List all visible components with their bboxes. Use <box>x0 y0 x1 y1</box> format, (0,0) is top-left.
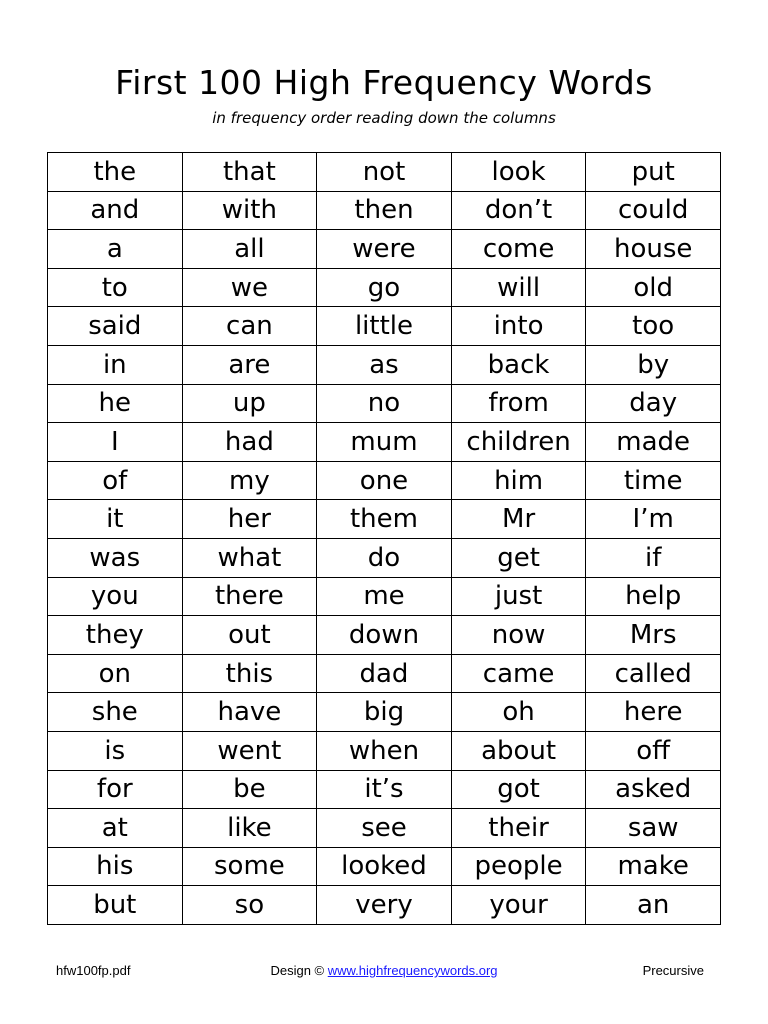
word-cell: children <box>451 423 586 462</box>
word-cell: when <box>317 731 452 770</box>
word-cell: an <box>586 886 721 925</box>
word-cell: do <box>317 538 452 577</box>
word-cell: his <box>48 847 183 886</box>
table-row <box>48 153 721 192</box>
word-cell: big <box>317 693 452 732</box>
word-cell: like <box>182 809 317 848</box>
word-cell: come <box>451 230 586 269</box>
word-cell: little <box>317 307 452 346</box>
footer-design-prefix: Design © <box>270 963 328 978</box>
word-cell: and <box>48 191 183 230</box>
table-row <box>48 423 721 462</box>
word-cell: it’s <box>317 770 452 809</box>
word-cell: very <box>317 886 452 925</box>
word-table-body <box>48 153 721 925</box>
word-cell: all <box>182 230 317 269</box>
table-row <box>48 847 721 886</box>
word-cell: look <box>451 153 586 192</box>
table-row <box>48 616 721 655</box>
word-cell: will <box>451 268 586 307</box>
word-cell: asked <box>586 770 721 809</box>
word-cell: he <box>48 384 183 423</box>
word-cell: just <box>451 577 586 616</box>
word-cell: back <box>451 345 586 384</box>
word-cell: they <box>48 616 183 655</box>
word-cell: saw <box>586 809 721 848</box>
word-cell: had <box>182 423 317 462</box>
word-cell: old <box>586 268 721 307</box>
word-cell: some <box>182 847 317 886</box>
word-cell: go <box>317 268 452 307</box>
table-row <box>48 731 721 770</box>
table-row <box>48 770 721 809</box>
word-cell: but <box>48 886 183 925</box>
word-cell: then <box>317 191 452 230</box>
word-cell: don’t <box>451 191 586 230</box>
word-cell: from <box>451 384 586 423</box>
word-cell: not <box>317 153 452 192</box>
word-cell: made <box>586 423 721 462</box>
word-cell: she <box>48 693 183 732</box>
word-cell: make <box>586 847 721 886</box>
word-cell: time <box>586 461 721 500</box>
table-row <box>48 577 721 616</box>
word-cell: dad <box>317 654 452 693</box>
word-cell: is <box>48 731 183 770</box>
word-cell: if <box>586 538 721 577</box>
word-cell: this <box>182 654 317 693</box>
word-cell: for <box>48 770 183 809</box>
word-cell: too <box>586 307 721 346</box>
word-cell: to <box>48 268 183 307</box>
word-cell: went <box>182 731 317 770</box>
table-row <box>48 461 721 500</box>
footer-website-link[interactable]: www.highfrequencywords.org <box>327 963 498 978</box>
table-row <box>48 654 721 693</box>
word-cell: oh <box>451 693 586 732</box>
word-cell: at <box>48 809 183 848</box>
word-cell: house <box>586 230 721 269</box>
footer-filename: hfw100fp.pdf <box>56 963 131 978</box>
table-row <box>48 191 721 230</box>
word-cell: I’m <box>586 500 721 539</box>
table-row <box>48 268 721 307</box>
table-row <box>48 886 721 925</box>
word-cell: a <box>48 230 183 269</box>
word-cell: can <box>182 307 317 346</box>
table-row <box>48 693 721 732</box>
word-cell: out <box>182 616 317 655</box>
word-cell: into <box>451 307 586 346</box>
word-cell: down <box>317 616 452 655</box>
word-cell: your <box>451 886 586 925</box>
word-cell: could <box>586 191 721 230</box>
table-row <box>48 538 721 577</box>
word-cell: that <box>182 153 317 192</box>
word-cell: put <box>586 153 721 192</box>
word-cell: are <box>182 345 317 384</box>
table-row <box>48 307 721 346</box>
word-cell: be <box>182 770 317 809</box>
word-cell: me <box>317 577 452 616</box>
word-cell: help <box>586 577 721 616</box>
word-cell: him <box>451 461 586 500</box>
word-cell: their <box>451 809 586 848</box>
word-table <box>47 152 721 925</box>
word-cell: came <box>451 654 586 693</box>
word-cell: we <box>182 268 317 307</box>
word-cell: Mr <box>451 500 586 539</box>
word-cell: Mrs <box>586 616 721 655</box>
word-cell: people <box>451 847 586 886</box>
word-cell: you <box>48 577 183 616</box>
table-row <box>48 230 721 269</box>
word-cell: by <box>586 345 721 384</box>
word-cell: of <box>48 461 183 500</box>
word-cell: off <box>586 731 721 770</box>
word-cell: were <box>317 230 452 269</box>
word-cell: with <box>182 191 317 230</box>
page-title: First 100 High Frequency Words <box>115 63 653 102</box>
word-cell: one <box>317 461 452 500</box>
footer-font-name: Precursive <box>642 963 704 978</box>
page-subtitle: in frequency order reading down the columns <box>212 109 556 127</box>
word-cell: my <box>182 461 317 500</box>
word-cell: no <box>317 384 452 423</box>
table-row <box>48 384 721 423</box>
table-row <box>48 345 721 384</box>
word-cell: as <box>317 345 452 384</box>
word-cell: what <box>182 538 317 577</box>
word-cell: see <box>317 809 452 848</box>
table-row <box>48 809 721 848</box>
word-cell: in <box>48 345 183 384</box>
word-cell: got <box>451 770 586 809</box>
word-cell: there <box>182 577 317 616</box>
word-cell: on <box>48 654 183 693</box>
word-cell: was <box>48 538 183 577</box>
word-cell: called <box>586 654 721 693</box>
word-cell: have <box>182 693 317 732</box>
word-cell: day <box>586 384 721 423</box>
word-cell: I <box>48 423 183 462</box>
word-cell: here <box>586 693 721 732</box>
word-cell: get <box>451 538 586 577</box>
word-cell: about <box>451 731 586 770</box>
word-cell: mum <box>317 423 452 462</box>
word-cell: the <box>48 153 183 192</box>
word-cell: so <box>182 886 317 925</box>
word-cell: said <box>48 307 183 346</box>
word-cell: it <box>48 500 183 539</box>
word-cell: them <box>317 500 452 539</box>
word-cell: looked <box>317 847 452 886</box>
word-cell: up <box>182 384 317 423</box>
table-row <box>48 500 721 539</box>
word-cell: now <box>451 616 586 655</box>
word-cell: her <box>182 500 317 539</box>
